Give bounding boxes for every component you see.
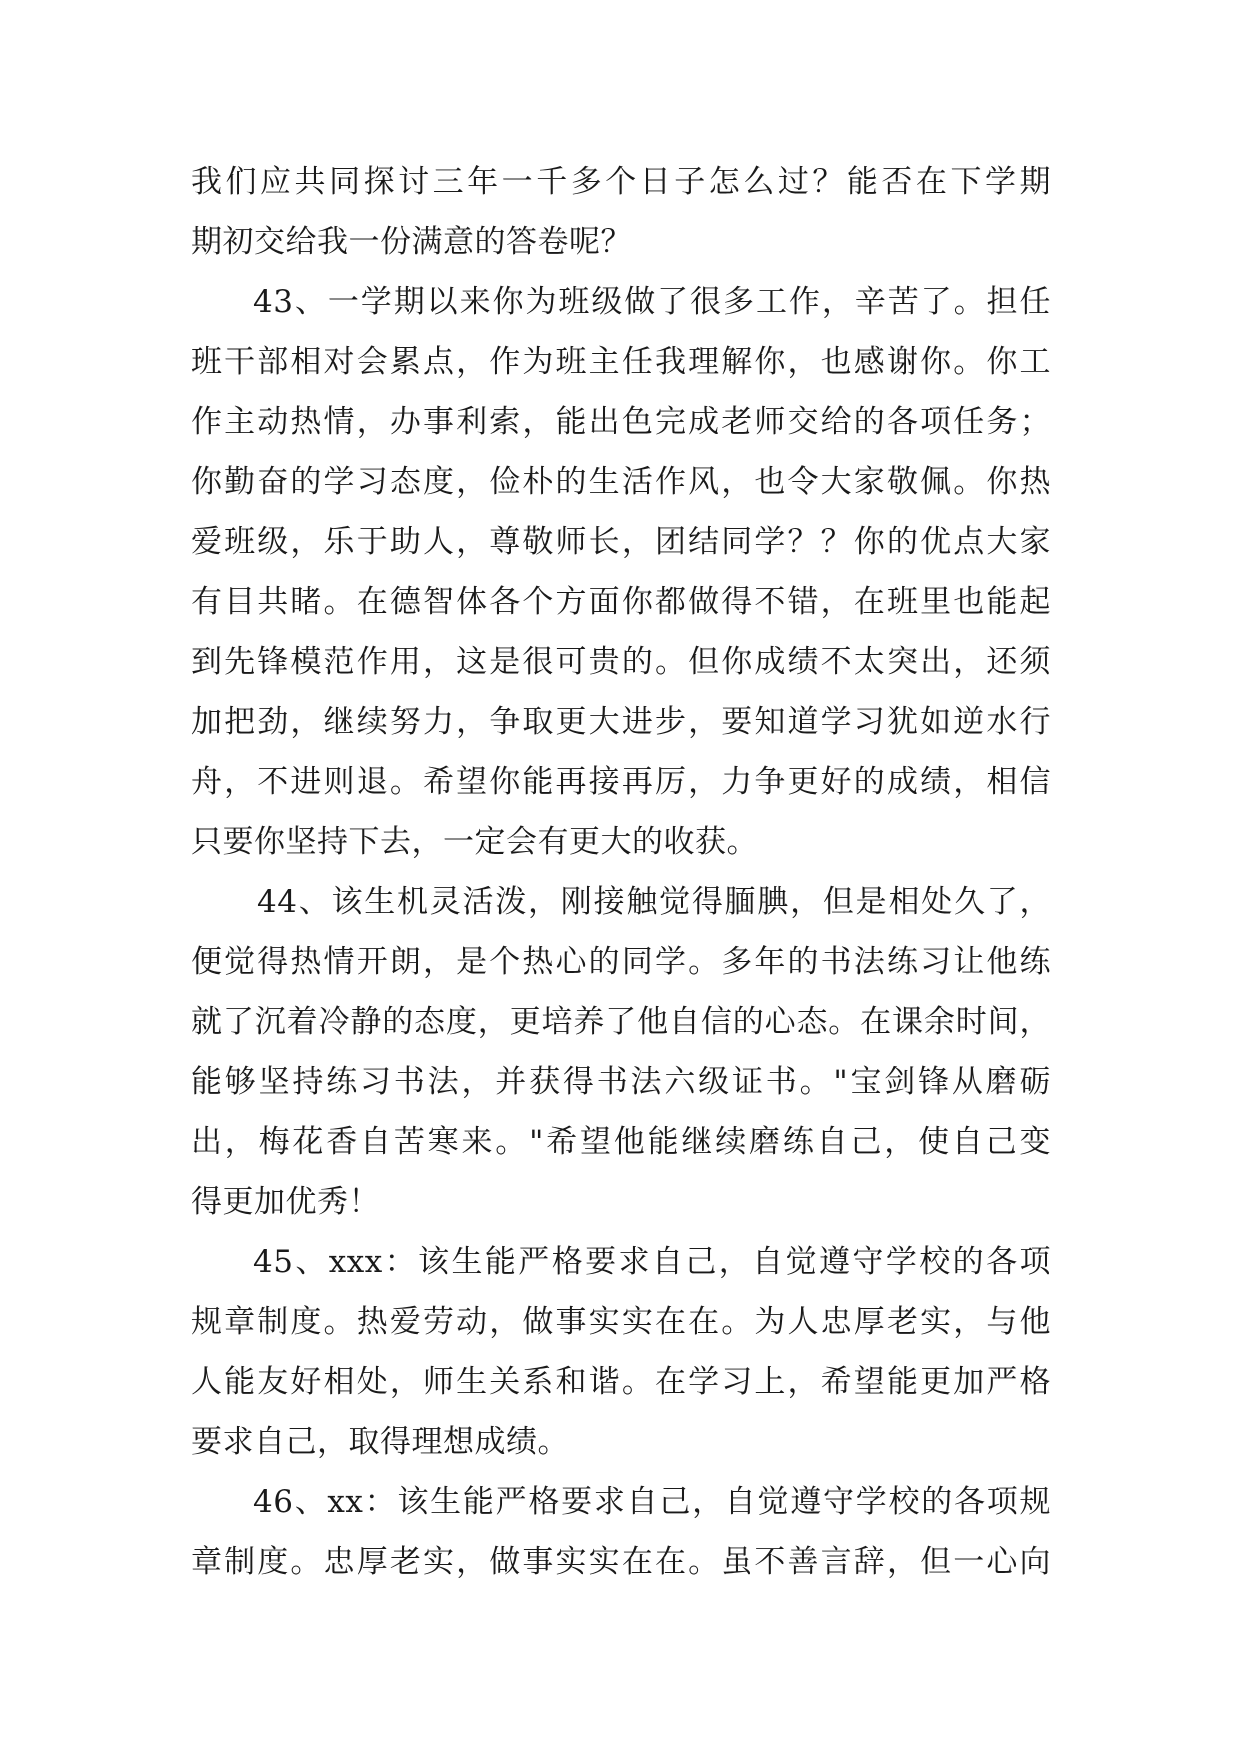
paragraph-45 [191, 1232, 1051, 1472]
text-line: 45、xxx：该生能严格要求自己，自觉遵守学校的各项 [253, 1244, 1051, 1280]
text-line: 规章制度。热爱劳动，做事实实在在。为人忠厚老实，与他 [191, 1304, 1051, 1340]
text-line: 作主动热情，办事利索，能出色完成老师交给的各项任务； [191, 404, 1051, 440]
text-line: 到先锋模范作用，这是很可贵的。但你成绩不太突出，还须 [191, 644, 1051, 680]
text-line: 要求自己，取得理想成绩。 [191, 1424, 569, 1460]
text-line: 班干部相对会累点，作为班主任我理解你，也感谢你。你工 [191, 344, 1051, 380]
text-line: 就了沉着冷静的态度，更培养了他自信的心态。在课余时间， [191, 1004, 1051, 1040]
text-line: 章制度。忠厚老实，做事实实在在。虽不善言辞，但一心向 [191, 1544, 1051, 1580]
text-line: 你勤奋的学习态度，俭朴的生活作风，也令大家敬佩。你热 [191, 464, 1051, 500]
text-line: 能够坚持练习书法，并获得书法六级证书。"宝剑锋从磨砺 [191, 1064, 1051, 1100]
document-body [191, 152, 1051, 1592]
text-line: 有目共睹。在德智体各个方面你都做得不错，在班里也能起 [191, 584, 1051, 620]
text-line: 44、该生机灵活泼，刚接触觉得腼腆，但是相处久了， [257, 884, 1051, 920]
text-line: 出，梅花香自苦寒来。"希望他能继续磨练自己，使自己变 [191, 1124, 1051, 1160]
text-line: 43、一学期以来你为班级做了很多工作，辛苦了。担任 [253, 284, 1051, 320]
text-line: 人能友好相处，师生关系和谐。在学习上，希望能更加严格 [191, 1364, 1051, 1400]
text-line: 爱班级，乐于助人，尊敬师长，团结同学？？你的优点大家 [191, 524, 1051, 560]
text-line: 我们应共同探讨三年一千多个日子怎么过？能否在下学期 [191, 164, 1051, 200]
text-line: 得更加优秀！ [191, 1184, 380, 1220]
paragraph-46 [191, 1472, 1051, 1592]
text-line: 期初交给我一份满意的答卷呢？ [191, 224, 632, 260]
text-line: 舟，不进则退。希望你能再接再厉，力争更好的成绩，相信 [191, 764, 1051, 800]
text-line: 便觉得热情开朗，是个热心的同学。多年的书法练习让他练 [191, 944, 1051, 980]
text-line: 加把劲，继续努力，争取更大进步，要知道学习犹如逆水行 [191, 704, 1051, 740]
text-line: 46、xx：该生能严格要求自己，自觉遵守学校的各项规 [253, 1484, 1051, 1520]
paragraph-43 [191, 272, 1051, 872]
text-line: 只要你坚持下去，一定会有更大的收获。 [191, 824, 758, 860]
paragraph-42-continuation [191, 152, 1051, 272]
paragraph-44 [191, 872, 1051, 1232]
